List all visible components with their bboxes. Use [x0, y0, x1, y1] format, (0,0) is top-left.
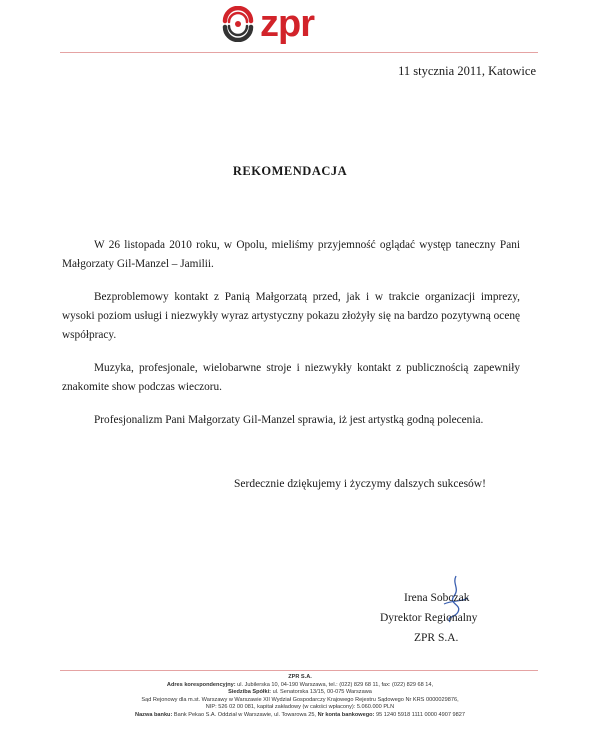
- footer-account-value: 95 1240 5918 1111 0000 4907 9827: [376, 711, 465, 718]
- footer-bank-label: Nazwa banku:: [135, 711, 173, 718]
- footer-seat-value: ul. Senatorska 13/15, 00-075 Warszawa: [272, 689, 372, 696]
- footer-divider: [60, 670, 538, 671]
- paragraph: Bezproblemowy kontakt z Panią Małgorzatą przed, jak i w trakcie organizacji imprezy, wysoki poziom usługi i niezwykły wyraz artystyczny pokazu złożyły się na bardzo pozytywną ocenę współpracy.: [62, 291, 520, 341]
- signature-block: [380, 588, 477, 648]
- paragraph: Profesjonalizm Pani Małgorzaty Gil-Manzel sprawia, iż jest artystką godną polecenia.: [94, 414, 484, 426]
- letter-body: [62, 236, 520, 444]
- letter-footer: [20, 674, 580, 720]
- footer-bank-value: Bank Pekao S.A. Oddział w Warszawie, ul. Towarowa 25,: [173, 711, 316, 718]
- footer-company: ZPR S.A.: [288, 674, 312, 680]
- footer-nip: NIP: 526 02 00 081, kapitał zakładowy (w całości wpłacony): 5.060.000 PLN: [205, 704, 395, 711]
- letter-title: REKOMENDACJA: [232, 164, 348, 178]
- swirl-logo-icon: [220, 6, 256, 42]
- closing-thanks: Serdecznie dziękujemy i życzymy dalszych sukcesów!: [234, 478, 486, 490]
- letter-date: 11 stycznia 2011, Katowice: [398, 64, 536, 78]
- footer-address-label: Adres korespondencyjny:: [166, 681, 236, 688]
- signer-company: ZPR S.A.: [414, 632, 459, 644]
- company-logo: [220, 4, 314, 44]
- paragraph: W 26 listopada 2010 roku, w Opolu, mieliśmy przyjemność oglądać występ taneczny Pani Małgorzaty Gil-Manzel – Jamilii.: [62, 239, 520, 270]
- footer-account-label: Nr konta bankowego:: [317, 711, 375, 718]
- logo-text: zpr: [260, 3, 314, 45]
- header-divider: [60, 52, 538, 53]
- footer-court: Sąd Rejonowy dla m.st. Warszawy w Warszawie XII Wydział Gospodarczy Krajowego Rejestru Sądowego Nr KRS 0000029876,: [141, 696, 459, 703]
- footer-seat-label: Siedziba Spółki:: [228, 689, 272, 696]
- signer-name: Irena Sobczak: [404, 592, 470, 604]
- footer-address-value: ul. Jubilerska 10, 04-190 Warszawa, tel.: (022) 829 68 11, fax: (022) 829 68 14,: [237, 681, 434, 688]
- paragraph: Muzyka, profesjonale, wielobarwne stroje i niezwykły kontakt z publicznością zapewniły znakomite show podczas wieczoru.: [62, 362, 520, 393]
- signer-position: Dyrektor Regionalny: [380, 612, 478, 624]
